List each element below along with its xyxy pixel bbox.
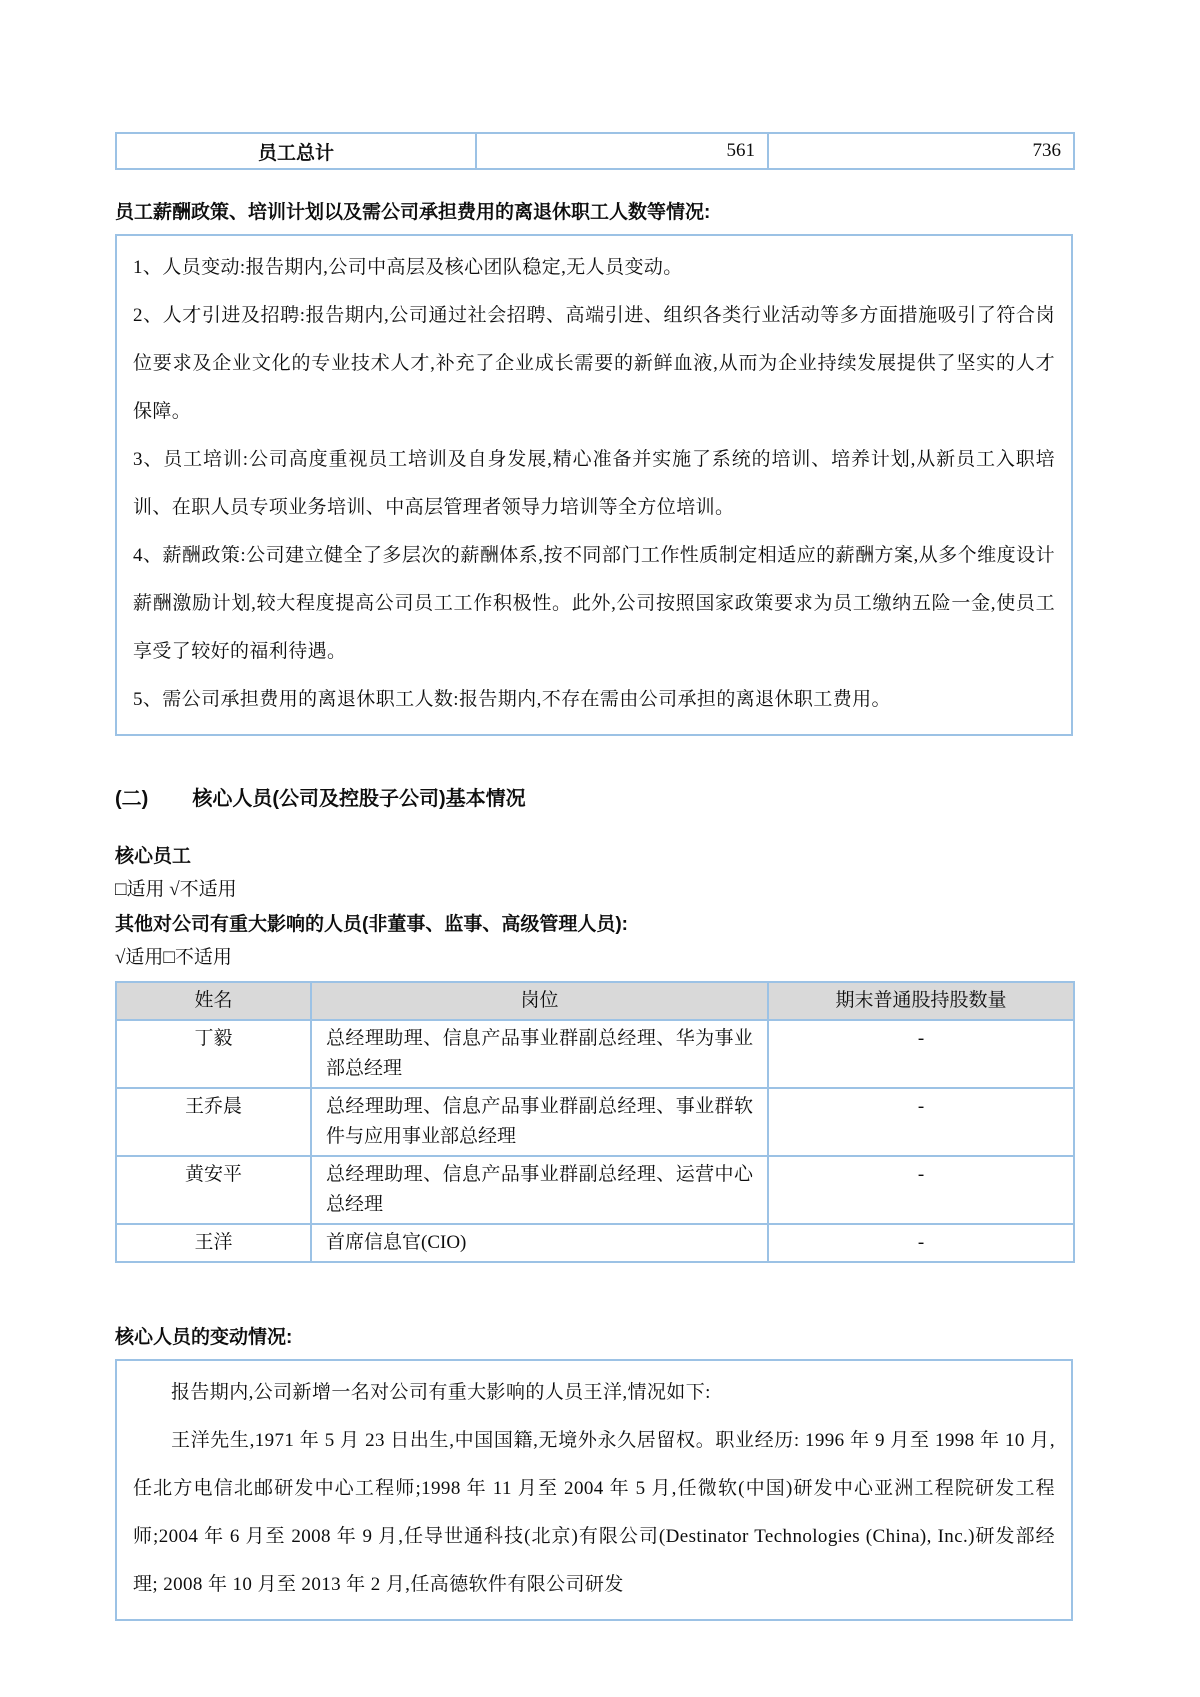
table-row xyxy=(116,1156,1074,1224)
salary-paragraph-2: 2、人才引进及招聘:报告期内,公司通过社会招聘、高端引进、组织各类行业活动等多方面措施吸引了符合岗位要求及企业文化的专业技术人才,补充了企业成长需要的新鲜血液,从而为企业持续发展提供了坚实的人才保障。 xyxy=(133,305,1055,422)
employee-total-prior: 736 xyxy=(768,133,1074,169)
employee-total-table xyxy=(115,132,1075,170)
salary-paragraph-5: 5、需公司承担费用的离退休职工人数:报告期内,不存在需由公司承担的离退休职工费用。 xyxy=(133,689,891,710)
salary-paragraph-3: 3、员工培训:公司高度重视员工培训及自身发展,精心准备并实施了系统的培训、培养计划,从新员工入职培训、在职人员专项业务培训、中高层管理者领导力培训等全方位培训。 xyxy=(133,449,1055,518)
other-people-label: 其他对公司有重大影响的人员(非董事、监事、高级管理人员): xyxy=(115,914,628,935)
changes-box xyxy=(115,1359,1073,1621)
person-shares: - xyxy=(768,1088,1074,1156)
core-personnel-heading xyxy=(115,786,1073,812)
salary-paragraph-1: 1、人员变动:报告期内,公司中高层及核心团队稳定,无人员变动。 xyxy=(133,257,683,278)
section-title: 核心人员(公司及控股子公司)基本情况 xyxy=(192,788,526,810)
person-shares: - xyxy=(768,1224,1074,1262)
core-personnel-table xyxy=(115,981,1075,1263)
header-name: 姓名 xyxy=(116,982,311,1020)
other-people-applicability: √适用□不适用 xyxy=(115,947,232,968)
table-row xyxy=(116,1088,1074,1156)
salary-paragraph-4: 4、薪酬政策:公司建立健全了多层次的薪酬体系,按不同部门工作性质制定相适应的薪酬方案,从多个维度设计薪酬激励计划,较大程度提高公司员工工作积极性。此外,公司按照国家政策要求为员工缴纳五险一金,使员工享受了较好的福利待遇。 xyxy=(133,545,1055,662)
person-position: 首席信息官(CIO) xyxy=(311,1224,768,1262)
header-shares: 期末普通股持股数量 xyxy=(768,982,1074,1020)
person-name: 王洋 xyxy=(116,1224,311,1262)
changes-paragraph-2: 王洋先生,1971 年 5 月 23 日出生,中国国籍,无境外永久居留权。职业经历: 1996 年 9 月至 1998 年 10 月,任北方电信北邮研发中心工程师;1998 年 11 月至 2004 年 5 月,任微软(中国)研发中心亚洲工程院研发工程师;2004 年 6 月至 2008 年 9 月,任导世通科技(北京)有限公司(Destinator Technologies (China), Inc.)研发部经理; 2008 年 10 月至 2013 年 2 月,任高德软件有限公司研发 xyxy=(133,1430,1055,1595)
person-shares: - xyxy=(768,1020,1074,1088)
person-name: 王乔晨 xyxy=(116,1088,311,1156)
section-number: (二) xyxy=(115,788,149,810)
changes-paragraph-1: 报告期内,公司新增一名对公司有重大影响的人员王洋,情况如下: xyxy=(171,1382,711,1403)
person-position: 总经理助理、信息产品事业群副总经理、事业群软件与应用事业部总经理 xyxy=(311,1088,768,1156)
table-row xyxy=(116,133,1074,169)
person-position: 总经理助理、信息产品事业群副总经理、华为事业部总经理 xyxy=(311,1020,768,1088)
employee-total-label: 员工总计 xyxy=(116,133,476,169)
changes-heading: 核心人员的变动情况: xyxy=(115,1327,293,1348)
table-row xyxy=(116,1224,1074,1262)
core-staff-label: 核心员工 xyxy=(115,846,192,867)
page-content xyxy=(115,0,1073,1621)
employee-total-current: 561 xyxy=(476,133,768,169)
person-name: 丁毅 xyxy=(116,1020,311,1088)
core-staff-applicability: □适用 √不适用 xyxy=(115,879,237,900)
person-name: 黄安平 xyxy=(116,1156,311,1224)
table-header-row xyxy=(116,982,1074,1020)
table-row xyxy=(116,1020,1074,1088)
salary-policy-box xyxy=(115,234,1073,736)
header-position: 岗位 xyxy=(311,982,768,1020)
salary-policy-heading: 员工薪酬政策、培训计划以及需公司承担费用的离退休职工人数等情况: xyxy=(115,202,711,223)
person-position: 总经理助理、信息产品事业群副总经理、运营中心总经理 xyxy=(311,1156,768,1224)
person-shares: - xyxy=(768,1156,1074,1224)
